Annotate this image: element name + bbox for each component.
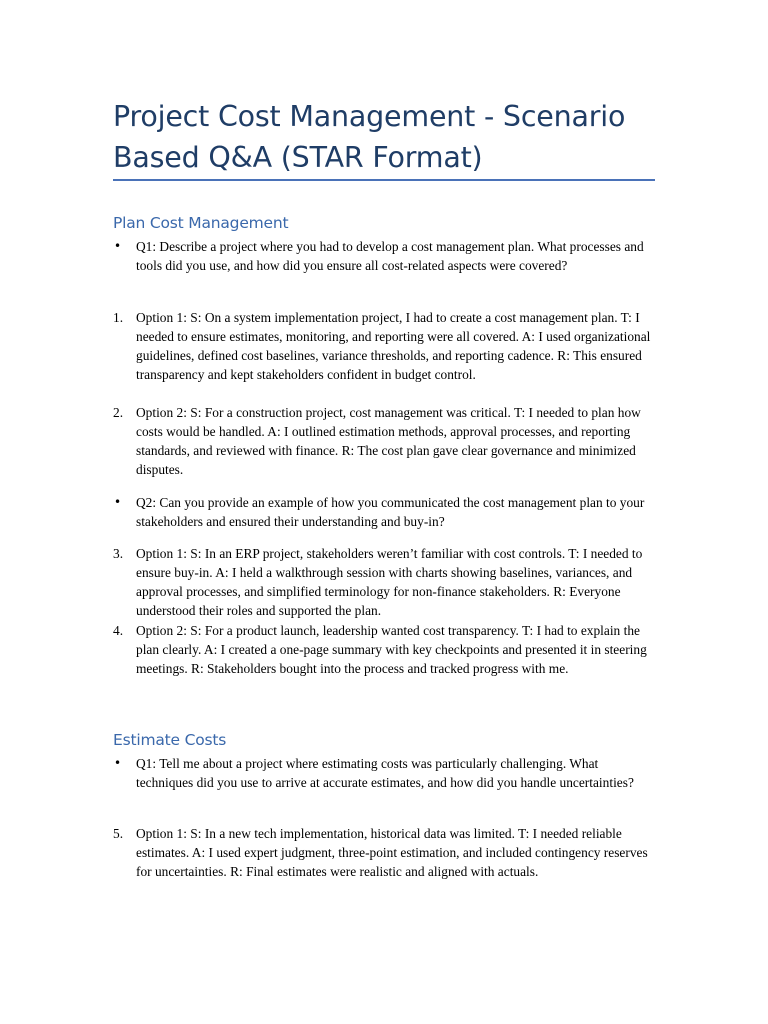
list-item-answer-option <box>113 308 658 384</box>
list-number: 1. <box>113 310 124 325</box>
list-item-answer-option <box>113 824 658 881</box>
answer-text: Option 1: S: On a system implementation project, I had to create a cost management plan. T: I needed to ensure estimates, monitoring, and reporting were all covered. A: I used organizational guidelines, defined cost baselines, variance thresholds, and reporting cadence. R: This ensured transparency and kept stakeholders confident in budget control. <box>136 310 651 382</box>
question-text: Q1: Tell me about a project where estimating costs was particularly challenging. What techniques did you use to arrive at accurate estimates, and how did you handle uncertainties? <box>136 756 634 790</box>
answer-text: Option 1: S: In a new tech implementation, historical data was limited. T: I needed reliable estimates. A: I used expert judgment, three-point estimation, and included contingency reserves for uncertainties. R: Final estimates were realistic and aligned with actuals. <box>136 826 648 879</box>
answer-text: Option 2: S: For a construction project, cost management was critical. T: I needed to plan how costs would be handled. A: I outlined estimation methods, approval processes, and reporting standards, and reviewed with finance. R: The cost plan gave clear governance and minimized disputes. <box>136 405 641 477</box>
list-number: 5. <box>113 826 124 841</box>
list-number: 3. <box>113 546 124 561</box>
document-title: Project Cost Management - Scenario Based Q&A (STAR Format) <box>113 100 626 174</box>
bullet-marker: • <box>114 756 122 770</box>
question-text: Q2: Can you provide an example of how you communicated the cost management plan to your stakeholders and ensured their understanding and buy-in? <box>136 495 645 529</box>
answer-text: Option 1: S: In an ERP project, stakeholders weren’t familiar with cost controls. T: I needed to ensure buy-in. A: I held a walkthrough session with charts showing baselines, variances, and approval processes, and simplified terminology for non-finance stakeholders. R: Everyone understood their roles and supported the plan. <box>136 546 643 618</box>
list-item-answer-option <box>113 621 658 678</box>
list-number: 2. <box>113 405 124 420</box>
list-item-answer-option <box>113 403 658 479</box>
bullet-marker: • <box>114 239 122 253</box>
list-item-question <box>113 754 658 792</box>
list-number: 4. <box>113 623 124 638</box>
title-underline-rule <box>113 179 655 181</box>
answer-text: Option 2: S: For a product launch, leadership wanted cost transparency. T: I had to explain the plan clearly. A: I created a one-page summary with key checkpoints and presented it in steering meetings. R: Stakeholders bought into the process and tracked progress with me. <box>136 623 647 676</box>
bullet-marker: • <box>114 495 122 509</box>
list-item-question <box>113 493 658 531</box>
list-item-answer-option <box>113 544 658 620</box>
section-heading-plan-cost-management: Plan Cost Management <box>113 214 289 232</box>
section-heading-estimate-costs: Estimate Costs <box>113 731 227 749</box>
list-item-question <box>113 237 658 275</box>
question-text: Q1: Describe a project where you had to develop a cost management plan. What processes and tools did you use, and how did you ensure all cost-related aspects were covered? <box>136 239 644 273</box>
